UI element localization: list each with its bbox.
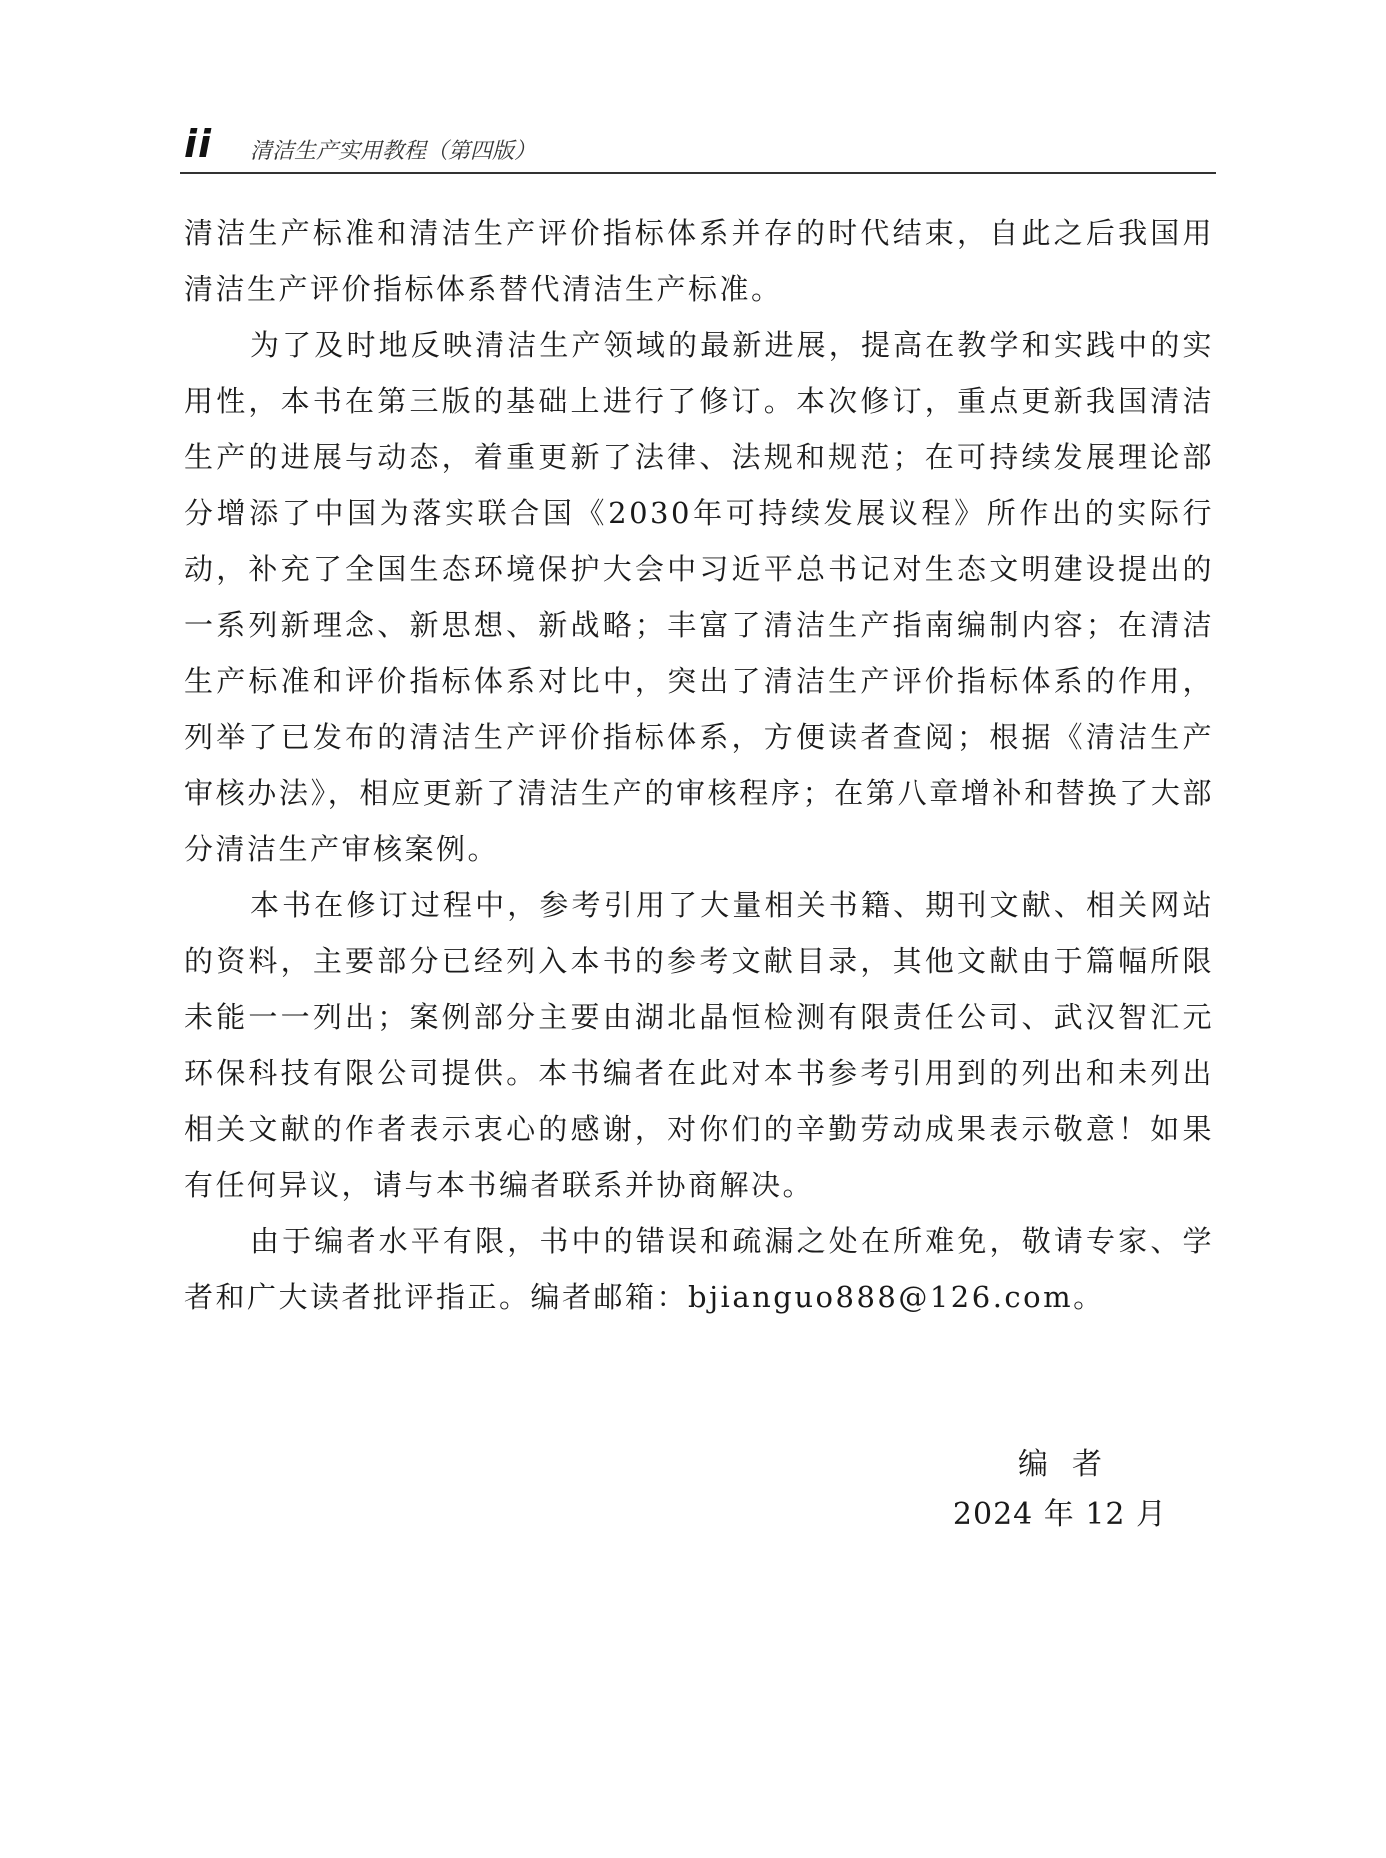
signature-name: 编者 [1018, 1447, 1126, 1482]
paragraph-contact: 由于编者水平有限，书中的错误和疏漏之处在所难免，敬请专家、学者和广大读者批评指正。编者邮箱：bjianguo888@126.com。 [184, 1224, 1214, 1314]
paragraph-acknowledgement: 本书在修订过程中，参考引用了大量相关书籍、期刊文献、相关网站的资料，主要部分已经列入本书的参考文献目录，其他文献由于篇幅所限未能一一列出；案例部分主要由湖北晶恒检测有限责任公司、武汉智汇元环保科技有限公司提供。本书编者在此对本书参考引用到的列出和未列出相关文献的作者表示衷心的感谢，对你们的辛勤劳动成果表示敬意！如果有任何异议，请与本书编者联系并协商解决。 [184, 888, 1214, 1202]
page-header [180, 122, 1216, 174]
paragraph-revision: 为了及时地反映清洁生产领域的最新进展，提高在教学和实践中的实用性，本书在第三版的基础上进行了修订。本次修订，重点更新我国清洁生产的进展与动态，着重更新了法律、法规和规范；在可持续发展理论部分增添了中国为落实联合国《2030年可持续发展议程》所作出的实际行动，补充了全国生态环境保护大会中习近平总书记对生态文明建设提出的一系列新理念、新思想、新战略；丰富了清洁生产指南编制内容；在清洁生产标准和评价指标体系对比中，突出了清洁生产评价指标体系的作用，列举了已发布的清洁生产评价指标体系，方便读者查阅；根据《清洁生产审核办法》，相应更新了清洁生产的审核程序；在第八章增补和替换了大部分清洁生产审核案例。 [184, 328, 1214, 866]
signature-date: 2024 年 12 月 [952, 1497, 1168, 1532]
body-text [184, 205, 1214, 1325]
paragraph-continuation: 清洁生产标准和清洁生产评价指标体系并存的时代结束，自此之后我国用清洁生产评价指标体系替代清洁生产标准。 [184, 216, 1214, 306]
page-number: ii [184, 122, 213, 166]
signature-block [930, 1440, 1190, 1540]
running-title: 清洁生产实用教程（第四版） [250, 139, 537, 164]
